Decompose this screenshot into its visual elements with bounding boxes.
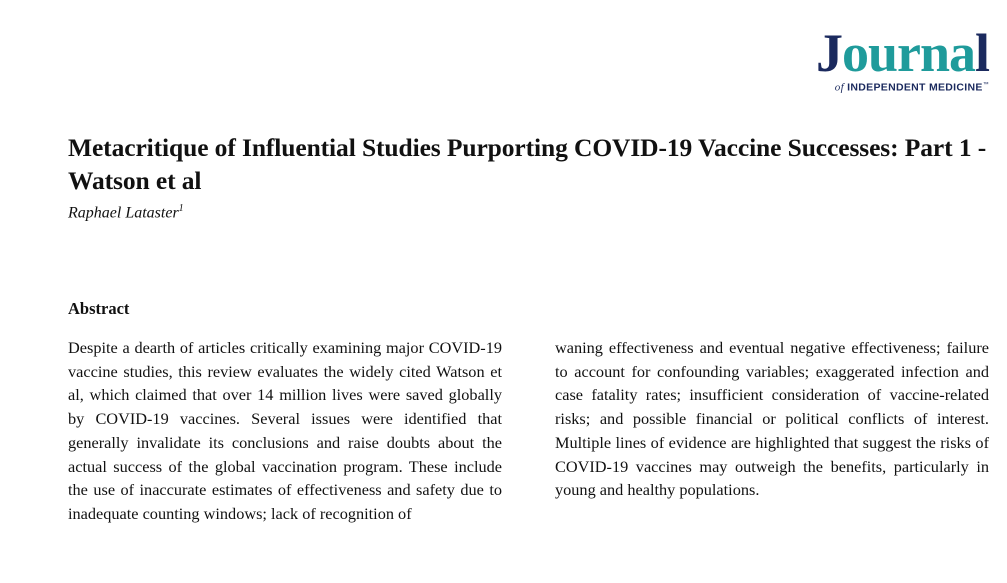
author-name: Raphael Lataster: [68, 204, 179, 222]
abstract-column-left: [68, 336, 502, 526]
author-affiliation-marker: 1: [178, 203, 184, 214]
journal-logo-subtitle: [816, 82, 989, 94]
journal-logo-wordmark: [815, 23, 989, 83]
trademark-icon: ™: [982, 82, 989, 88]
journal-logo-letter-l: l: [974, 23, 989, 83]
journal-logo-subtitle-main: INDEPENDENT MEDICINE: [847, 81, 983, 94]
abstract-paragraph-left: Despite a dearth of articles critically examining major COVID-19 vaccine studies, this review evaluates the widely cited Watson et al, which claimed that over 14 million lives were saved globally by COVID-19 vaccines. Several issues were identified that generally invalidate its conclusions and raise doubts about the actual success of the global vaccination program. These include the use of inaccurate estimates of effectiveness and safety due to inadequate counting windows; lack of recognition of: [68, 338, 502, 523]
journal-logo-letters-ourna: ourna: [841, 23, 975, 83]
journal-logo-subtitle-of: of: [834, 81, 844, 94]
abstract-paragraph-right: waning effectiveness and eventual negative effectiveness; failure to account for confounding variables; exaggerated infection and case fatality rates; insufficient consideration of vaccine-related risks; and possible financial or political conflicts of interest. Multiple lines of evidence are highlighted that suggest the risks of COVID-19 vaccines may outweigh the benefits, particularly in young and healthy populations.: [555, 338, 989, 500]
abstract-columns: [68, 336, 990, 526]
page-title: Metacritique of Influential Studies Purporting COVID-19 Vaccine Successes: Part 1 - Watson et al: [68, 133, 987, 195]
journal-logo: [815, 23, 989, 94]
abstract-heading: Abstract: [68, 299, 130, 318]
abstract-column-right: [555, 336, 989, 526]
journal-logo-letter-j: J: [815, 23, 842, 83]
author-byline: [68, 203, 184, 222]
